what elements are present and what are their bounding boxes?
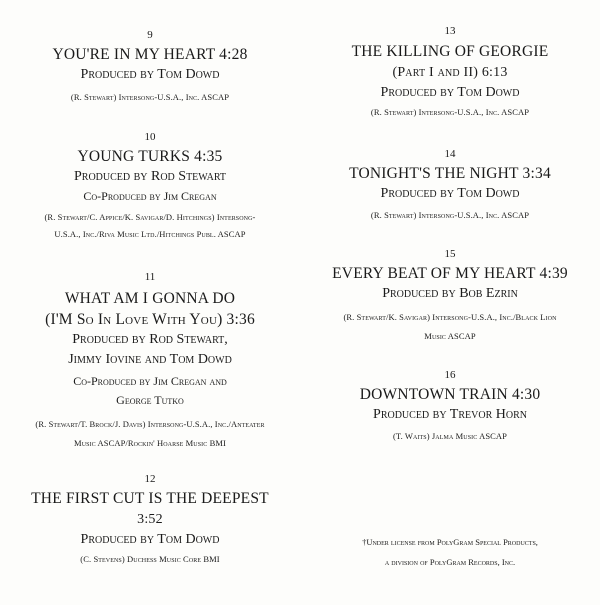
producer-credit-line-1: Produced by Rod Stewart, bbox=[72, 332, 228, 347]
track-14 bbox=[300, 148, 600, 224]
coproducer-credit-line-2: George Tutko bbox=[116, 393, 184, 407]
producer-credit-line-2: Jimmy Iovine and Tom Dowd bbox=[68, 352, 232, 367]
track-11 bbox=[0, 271, 300, 452]
track-duration: 4:39 bbox=[539, 265, 568, 282]
producer-credit: Produced by Bob Ezrin bbox=[382, 286, 518, 301]
track-duration: 6:13 bbox=[481, 65, 508, 80]
producer-credit: Produced by Trevor Horn bbox=[373, 407, 527, 422]
track-title bbox=[0, 44, 300, 65]
publishing-credit-line-2: Music ASCAP/Rockin' Hoarse Music BMI bbox=[74, 438, 226, 448]
publishing-credit: (R. Stewart) Intersong-U.S.A., Inc. ASCAP bbox=[70, 92, 230, 102]
track-title bbox=[0, 146, 300, 167]
track-number: 15 bbox=[444, 248, 456, 260]
track-title-line-2 bbox=[300, 62, 600, 83]
producer-credit: Produced by Rod Stewart bbox=[73, 169, 227, 184]
coproducer-credit-line-1: Co-Produced by Jim Cregan and bbox=[73, 374, 227, 388]
track-number: 12 bbox=[144, 473, 156, 485]
track-duration: 3:34 bbox=[522, 165, 551, 182]
track-title-line-2 bbox=[0, 309, 300, 330]
track-title-text: TONIGHT'S THE NIGHT bbox=[349, 165, 519, 182]
publishing-credit-line-1: (R. Stewart/T. Brock/J. Davis) Intersong-U.S.A., Inc./Anteater bbox=[35, 419, 265, 429]
publishing-credit-line-2: Music ASCAP bbox=[424, 331, 476, 341]
track-12 bbox=[0, 473, 300, 568]
track-title-text: (I'M So In Love With You) bbox=[45, 311, 223, 328]
track-number: 10 bbox=[144, 131, 156, 143]
track-number: 14 bbox=[444, 148, 456, 160]
track-title-line-1: THE KILLING OF GEORGIE bbox=[351, 43, 549, 60]
track-title-line-1: WHAT AM I GONNA DO bbox=[64, 290, 236, 307]
producer-credit: Produced by Tom Dowd bbox=[380, 186, 520, 201]
coproducer-credit: Co-Produced by Jim Cregan bbox=[83, 189, 217, 203]
track-title-text: EVERY BEAT OF MY HEART bbox=[332, 265, 536, 282]
track-title-text: YOUNG TURKS bbox=[77, 148, 191, 165]
publishing-credit-line-1: (R. Stewart/C. Appice/K. Savigar/D. Hitchings) Intersong- bbox=[44, 212, 256, 222]
track-title bbox=[300, 384, 600, 405]
track-15 bbox=[300, 248, 600, 345]
track-title: THE FIRST CUT IS THE DEEPEST bbox=[31, 490, 269, 507]
track-duration: 3:36 bbox=[226, 311, 255, 328]
track-title-text: YOU'RE IN MY HEART bbox=[52, 46, 216, 63]
track-title-text: (Part I and II) bbox=[392, 65, 479, 80]
track-number: 16 bbox=[444, 369, 456, 381]
publishing-credit: (R. Stewart) Intersong-U.S.A., Inc. ASCAP bbox=[370, 107, 530, 117]
track-number: 9 bbox=[147, 29, 153, 41]
track-title bbox=[300, 163, 600, 184]
publishing-credit: (R. Stewart) Intersong-U.S.A., Inc. ASCAP bbox=[370, 210, 530, 220]
producer-credit: Produced by Tom Dowd bbox=[380, 85, 520, 100]
track-10 bbox=[0, 131, 300, 243]
track-9 bbox=[0, 29, 300, 106]
producer-credit: Produced by Tom Dowd bbox=[80, 532, 220, 547]
license-footnote bbox=[300, 532, 600, 572]
producer-credit: Produced by Tom Dowd bbox=[80, 67, 220, 82]
track-number: 11 bbox=[144, 271, 156, 283]
publishing-credit: (C. Stevens) Duchess Music Core BMI bbox=[80, 554, 220, 564]
publishing-credit: (T. Waits) Jalma Music ASCAP bbox=[393, 431, 507, 441]
track-duration: 4:30 bbox=[511, 386, 541, 403]
publishing-credit-line-1: (R. Stewart/K. Savigar) Intersong-U.S.A., Inc./Black Lion bbox=[343, 312, 557, 322]
track-duration: 3:52 bbox=[137, 512, 163, 527]
track-13 bbox=[300, 25, 600, 121]
publishing-credit-line-2: U.S.A., Inc./Riva Music Ltd./Hitchings Publ. ASCAP bbox=[54, 229, 246, 239]
track-16 bbox=[300, 369, 600, 445]
track-number: 13 bbox=[444, 25, 456, 37]
footnote-line-2: a division of PolyGram Records, Inc. bbox=[384, 557, 516, 567]
footnote-line-1: †Under license from PolyGram Special Products, bbox=[362, 537, 538, 547]
track-duration: 4:28 bbox=[219, 46, 248, 63]
track-title-text: DOWNTOWN TRAIN bbox=[359, 386, 508, 403]
track-duration: 4:35 bbox=[194, 148, 223, 165]
track-title bbox=[300, 263, 600, 284]
